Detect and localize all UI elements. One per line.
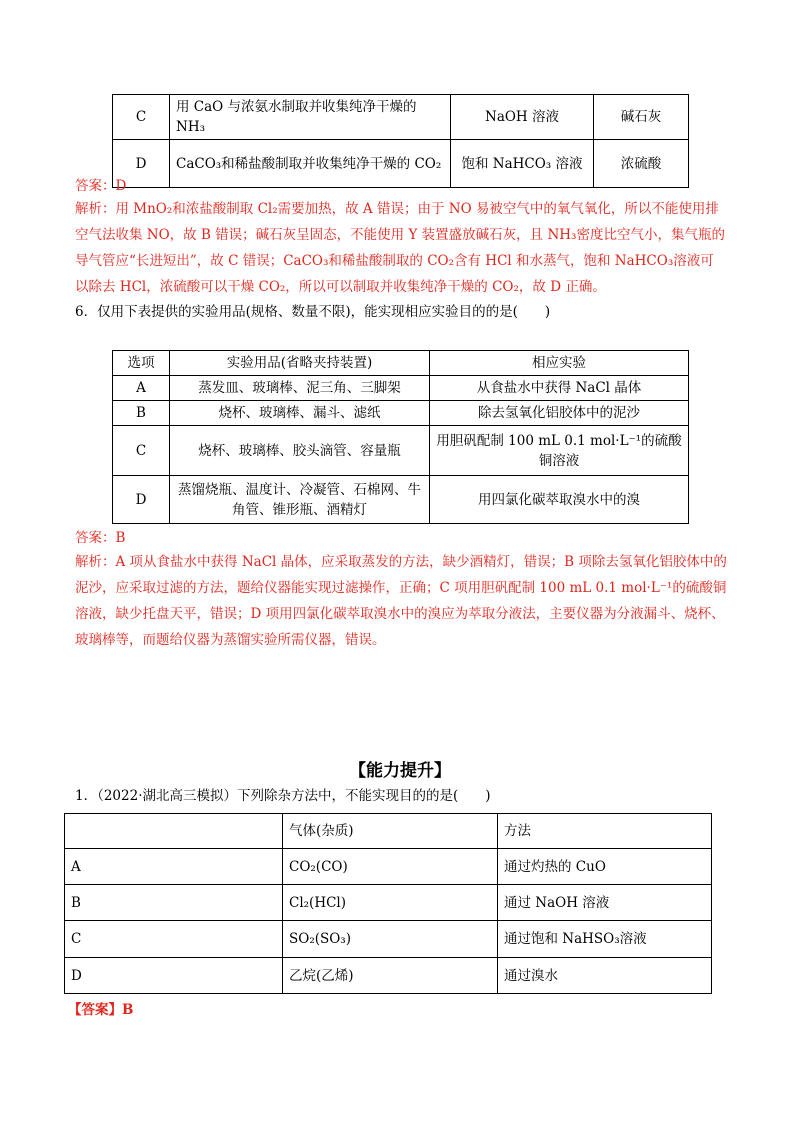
gas-cell: Cl₂(HCl) xyxy=(283,885,498,921)
experiment-cell: 除去氢氧化铝胶体中的泥沙 xyxy=(430,401,689,426)
method-cell: 通过溴水 xyxy=(498,958,712,994)
reagent-cell: 碱石灰 xyxy=(594,95,689,140)
experiment-cell: 用胆矾配制 100 mL 0.1 mol·L⁻¹的硫酸铜溶液 xyxy=(430,426,689,476)
option-cell: D xyxy=(113,140,170,188)
option-cell: A xyxy=(65,849,283,885)
items-cell: 烧杯、玻璃棒、胶头滴管、容量瓶 xyxy=(170,426,430,476)
table-row xyxy=(113,476,689,524)
option-cell: D xyxy=(65,958,283,994)
option-cell: C xyxy=(113,426,170,476)
experiment-cell: 从食盐水中获得 NaCl 晶体 xyxy=(430,376,689,401)
reagent-cell: 饱和 NaHCO₃ 溶液 xyxy=(451,140,594,188)
method-cell: 通过饱和 NaHSO₃溶液 xyxy=(498,921,712,958)
table-row xyxy=(65,849,712,885)
header-cell: 气体(杂质) xyxy=(283,814,498,849)
header-cell xyxy=(65,814,283,849)
experiment-cell: CaCO₃和稀盐酸制取并收集纯净干燥的 CO₂ xyxy=(170,140,451,188)
table-row xyxy=(65,921,712,958)
items-cell: 蒸馏烧瓶、温度计、冷凝管、石棉网、牛角管、锥形瓶、酒精灯 xyxy=(170,476,430,524)
header-cell: 相应实验 xyxy=(430,351,689,376)
table-row xyxy=(113,376,689,401)
reagent-table-top xyxy=(112,94,689,188)
gas-cell: SO₂(SO₃) xyxy=(283,921,498,958)
option-cell: D xyxy=(113,476,170,524)
header-cell: 选项 xyxy=(113,351,170,376)
experiment-cell: 用 CaO 与浓氨水制取并收集纯净干燥的 NH₃ xyxy=(170,95,451,140)
option-cell: B xyxy=(65,885,283,921)
items-cell: 烧杯、玻璃棒、漏斗、滤纸 xyxy=(170,401,430,426)
option-cell: C xyxy=(113,95,170,140)
gas-cell: CO₂(CO) xyxy=(283,849,498,885)
q6-explanation: 解析：A 项从食盐水中获得 NaCl 晶体，应采取蒸发的方法，缺少酒精灯，错误；B 项除去氢氧化铝胶体中的泥沙，应采取过滤的方法，题给仪器能实现过滤操作，正确；C 项用胆矾配制 100 mL 0.1 mol·L⁻¹的硫酸铜溶液，缺少托盘天平，错误；D 项用四氯化碳萃取溴水中的溴应为萃取分液法，主要仪器为分液漏斗、烧杯、玻璃棒等，而题给仪器为蒸馏实验所需仪器，错误。 xyxy=(75,554,727,648)
section-heading: 【能力提升】 xyxy=(349,761,451,781)
header-cell: 方法 xyxy=(498,814,712,849)
table-header-row xyxy=(65,814,712,849)
table-row xyxy=(65,958,712,994)
items-cell: 蒸发皿、玻璃棒、泥三角、三脚架 xyxy=(170,376,430,401)
table-header-row xyxy=(113,351,689,376)
method-cell: 通过灼热的 CuO xyxy=(498,849,712,885)
table-row xyxy=(113,401,689,426)
option-cell: B xyxy=(113,401,170,426)
method-cell: 通过 NaOH 溶液 xyxy=(498,885,712,921)
q6-stem: 6．仅用下表提供的实验用品(规格、数量不限)，能实现相应实验目的的是( ) xyxy=(75,304,551,320)
q5-answer: 答案：D xyxy=(75,178,127,194)
option-cell: A xyxy=(113,376,170,401)
reagent-cell: 浓硫酸 xyxy=(594,140,689,188)
q5-explanation: 解析：用 MnO₂和浓盐酸制取 Cl₂需要加热，故 A 错误；由于 NO 易被空气中的氧气氧化，所以不能使用排空气法收集 NO，故 B 错误；碱石灰呈固态，不能使用 Y 装置盛放碱石灰，且 NH₃密度比空气小，集气瓶的导气管应“长进短出”，故 C 错误；CaCO₃和稀盐酸制取的 CO₂含有 HCl 和水蒸气，饱和 NaHCO₃溶液可以除去 HCl，浓硫酸可以干燥 CO₂，所以可以制取并收集纯净干燥的 CO₂，故 D 正确。 xyxy=(75,201,725,295)
table-row xyxy=(113,140,689,188)
experiment-cell: 用四氯化碳萃取溴水中的溴 xyxy=(430,476,689,524)
option-cell: C xyxy=(65,921,283,958)
reagent-cell: NaOH 溶液 xyxy=(451,95,594,140)
q1-stem: 1．（2022·湖北高三模拟）下列除杂方法中，不能实现目的的是( ) xyxy=(75,788,491,804)
table-row xyxy=(113,95,689,140)
gas-cell: 乙烷(乙烯) xyxy=(283,958,498,994)
table-row xyxy=(113,426,689,476)
header-cell: 实验用品(省略夹持装置) xyxy=(170,351,430,376)
q6-table xyxy=(112,350,689,524)
table-row xyxy=(65,885,712,921)
q1-answer: 【答案】B xyxy=(68,1002,134,1018)
q6-answer: 答案：B xyxy=(75,530,126,546)
q1-table xyxy=(64,813,712,994)
